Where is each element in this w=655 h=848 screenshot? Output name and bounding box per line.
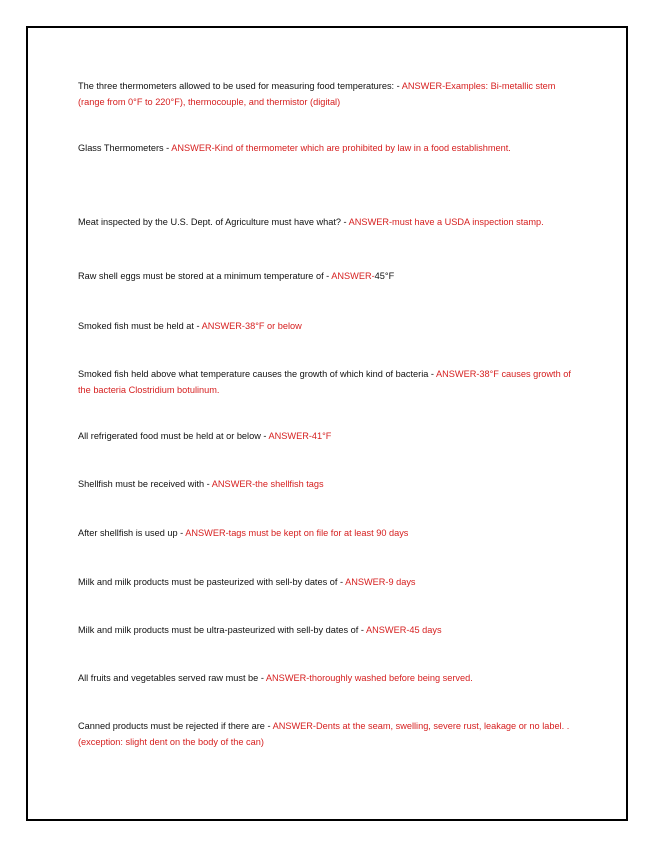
answer-text: ANSWER-9 days [345,577,416,587]
question-text: Glass Thermometers - [78,143,172,153]
qa-item-glass-thermometers [78,140,578,156]
answer-text: ANSWER-must have a USDA inspection stamp. [348,217,544,227]
question-text: All fruits and vegetables served raw must be - [78,673,266,683]
answer-text: ANSWER-45 days [366,625,442,635]
answer-text: ANSWER-Examples: Bi-metallic stem (range from 0°F to 220°F), thermocouple, and thermistor (digital) [78,81,556,107]
question-text: After shellfish is used up - [78,528,186,538]
qa-item-thermometers [78,78,578,110]
question-text: Raw shell eggs must be stored at a minimum temperature of - [78,271,332,281]
qa-item-raw-shell-eggs [78,268,578,284]
question-text: The three thermometers allowed to be used for measuring food temperatures: - [78,81,402,91]
answer-text: ANSWER-38°F or below [201,321,302,331]
question-text: Meat inspected by the U.S. Dept. of Agriculture must have what? - [78,217,349,227]
answer-value: 45°F [374,271,395,281]
qa-item-shellfish-received [78,476,578,492]
question-text: Smoked fish held above what temperature causes the growth of which kind of bacteria - [78,369,436,379]
answer-text: ANSWER-Dents at the seam, swelling, severe rust, leakage or no label. . (exception: slight dent on the body of the can) [78,721,570,747]
question-text: Shellfish must be received with - [78,479,212,489]
answer-text: ANSWER-41°F [268,431,332,441]
question-text: All refrigerated food must be held at or below - [78,431,269,441]
answer-text: ANSWER-the shellfish tags [211,479,324,489]
qa-item-milk-ultra-pasteurized [78,622,578,638]
qa-item-smoked-fish-held [78,318,578,334]
question-text: Milk and milk products must be pasteurized with sell-by dates of - [78,577,346,587]
qa-item-refrigerated-food [78,428,578,444]
answer-text: ANSWER-38°F causes growth of the bacteria Clostridium botulinum. [78,369,571,395]
qa-item-fruits-vegetables [78,670,578,686]
qa-item-smoked-fish-bacteria [78,366,578,398]
answer-text: ANSWER- [331,271,375,281]
question-text: Milk and milk products must be ultra-pasteurized with sell-by dates of - [78,625,366,635]
question-text: Smoked fish must be held at - [78,321,202,331]
answer-text: ANSWER-thoroughly washed before being served. [265,673,473,683]
document-page [26,26,628,821]
qa-item-milk-pasteurized [78,574,578,590]
qa-item-canned-products [78,718,578,750]
answer-text: ANSWER-tags must be kept on file for at least 90 days [185,528,409,538]
qa-item-meat-inspection [78,214,578,230]
answer-text: ANSWER-Kind of thermometer which are prohibited by law in a food establishment. [171,143,511,153]
qa-item-shellfish-used [78,525,578,541]
question-text: Canned products must be rejected if there are - [78,721,273,731]
